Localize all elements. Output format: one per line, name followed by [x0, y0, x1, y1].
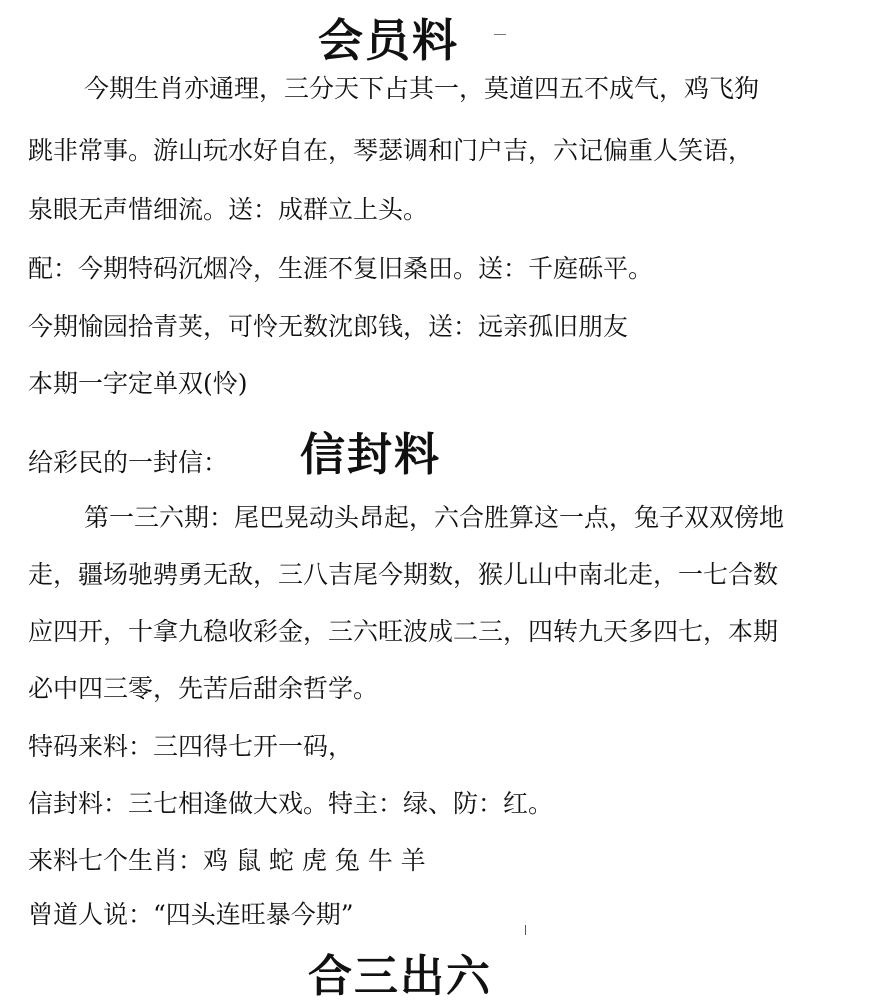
letter-text-line: 走，疆场驰骋勇无敌，三八吉尾今期数，猴儿山中南北走，一七合数 [28, 560, 779, 589]
letter-text-line: 曾道人说：“四头连旺暴今期” [28, 900, 354, 929]
bottom-title: 合三出六 [308, 951, 492, 1002]
member-text-line: 跳非常事。游山玩水好自在，琴瑟调和门户吉，六记偏重人笑语， [28, 136, 754, 165]
member-text-line: 今期愉园拾青荚，可怜无数沈郎钱，送：远亲孤旧朋友 [28, 312, 629, 341]
letter-text-line: 应四开，十拿九稳收彩金，三六旺波成二三，四转九天多四七，本期 [28, 617, 779, 646]
member-text-line: 配：今期特码沉烟冷，生涯不复旧桑田。送：千庭砾平。 [28, 254, 654, 283]
letter-text-line: 必中四三零，先苦后甜余哲学。 [28, 674, 379, 703]
scan-mark [525, 925, 526, 935]
member-text-line: 泉眼无声惜细流。送：成群立上头。 [28, 195, 429, 224]
letter-text-line: 来料七个生肖：鸡 鼠 蛇 虎 兔 牛 羊 [28, 846, 426, 875]
letter-text-line: 信封料：三七相逢做大戏。特主：绿、防：红。 [28, 789, 554, 818]
letter-text-line: 第一三六期：尾巴晃动头昂起，六合胜算这一点，兔子双双傍地 [84, 503, 785, 532]
letter-text-line: 特码来料：三四得七开一码， [28, 732, 354, 761]
member-text-line: 今期生肖亦通理，三分天下占其一，莫道四五不成气，鸡飞狗 [84, 74, 760, 103]
member-title: 会员料 [318, 14, 460, 67]
letter-intro: 给彩民的一封信： [28, 448, 229, 477]
letter-title: 信封料 [300, 428, 442, 481]
scan-mark [494, 34, 506, 35]
member-text-line: 本期一字定单双(怜) [28, 369, 248, 398]
